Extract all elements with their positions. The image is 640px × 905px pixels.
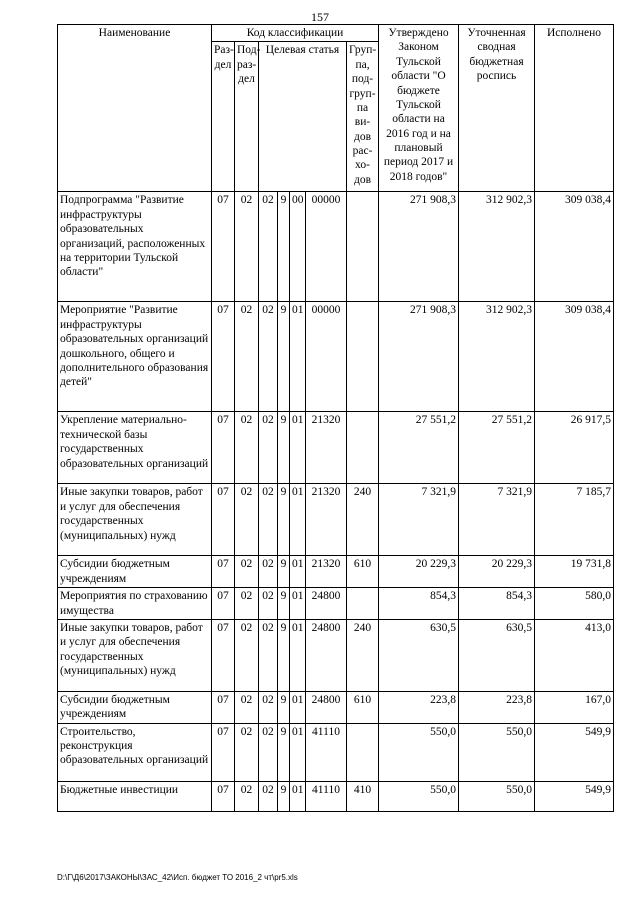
row-target-program: 02 <box>259 691 278 723</box>
header-name: Наименование <box>58 25 212 192</box>
table-row <box>58 619 614 691</box>
row-executed: 7 185,7 <box>535 484 614 556</box>
row-podrazdel: 02 <box>235 781 259 811</box>
row-target-event: 01 <box>290 619 306 691</box>
row-refined: 550,0 <box>459 781 535 811</box>
header-executed: Исполнено <box>535 25 614 192</box>
header-code-group: Код классификации <box>212 25 379 42</box>
row-approved: 27 551,2 <box>379 412 459 484</box>
row-target-subprogram: 9 <box>278 412 290 484</box>
row-refined: 630,5 <box>459 619 535 691</box>
row-executed: 167,0 <box>535 691 614 723</box>
row-razdel: 07 <box>212 723 235 781</box>
row-executed: 309 038,4 <box>535 302 614 412</box>
row-target-program: 02 <box>259 412 278 484</box>
row-target-subprogram: 9 <box>278 723 290 781</box>
row-target-program: 02 <box>259 192 278 302</box>
row-target-subprogram: 9 <box>278 302 290 412</box>
row-target-program: 02 <box>259 556 278 588</box>
row-target-direction: 24800 <box>306 619 347 691</box>
table-row <box>58 588 614 620</box>
row-podrazdel: 02 <box>235 619 259 691</box>
row-approved: 223,8 <box>379 691 459 723</box>
row-approved: 550,0 <box>379 723 459 781</box>
row-target-subprogram: 9 <box>278 192 290 302</box>
row-approved: 7 321,9 <box>379 484 459 556</box>
budget-table <box>57 24 614 812</box>
row-target-program: 02 <box>259 484 278 556</box>
row-approved: 271 908,3 <box>379 192 459 302</box>
row-refined: 854,3 <box>459 588 535 620</box>
header-razdel: Раз-дел <box>212 42 235 192</box>
row-razdel: 07 <box>212 484 235 556</box>
row-executed: 309 038,4 <box>535 192 614 302</box>
row-target-direction: 00000 <box>306 302 347 412</box>
row-target-event: 01 <box>290 556 306 588</box>
row-executed: 26 917,5 <box>535 412 614 484</box>
row-refined: 223,8 <box>459 691 535 723</box>
row-expense-group <box>347 302 379 412</box>
row-target-event: 01 <box>290 412 306 484</box>
table-row <box>58 781 614 811</box>
page-number: 157 <box>311 10 329 24</box>
row-target-event: 01 <box>290 691 306 723</box>
row-razdel: 07 <box>212 619 235 691</box>
row-executed: 549,9 <box>535 723 614 781</box>
row-expense-group: 240 <box>347 484 379 556</box>
row-expense-group <box>347 588 379 620</box>
row-approved: 271 908,3 <box>379 302 459 412</box>
row-refined: 312 902,3 <box>459 192 535 302</box>
row-podrazdel: 02 <box>235 556 259 588</box>
row-razdel: 07 <box>212 588 235 620</box>
row-approved: 20 229,3 <box>379 556 459 588</box>
row-target-direction: 24800 <box>306 691 347 723</box>
row-target-subprogram: 9 <box>278 556 290 588</box>
header-podrazdel: Под-раз-дел <box>235 42 259 192</box>
row-target-program: 02 <box>259 302 278 412</box>
row-podrazdel: 02 <box>235 723 259 781</box>
row-podrazdel: 02 <box>235 302 259 412</box>
row-expense-group <box>347 723 379 781</box>
row-target-direction: 21320 <box>306 412 347 484</box>
header-refined: Уточненная сводная бюджетная роспись <box>459 25 535 192</box>
table-row <box>58 412 614 484</box>
row-podrazdel: 02 <box>235 192 259 302</box>
table-row <box>58 556 614 588</box>
row-razdel: 07 <box>212 781 235 811</box>
row-podrazdel: 02 <box>235 412 259 484</box>
row-target-program: 02 <box>259 588 278 620</box>
row-name: Субсидии бюджетным учреждениям <box>58 691 212 723</box>
row-approved: 550,0 <box>379 781 459 811</box>
row-target-direction: 41110 <box>306 781 347 811</box>
row-target-program: 02 <box>259 723 278 781</box>
row-name: Подпрограмма "Развитие инфраструктуры образовательных организаций, расположенных на территории Тульской области" <box>58 192 212 302</box>
row-target-event: 01 <box>290 723 306 781</box>
row-executed: 580,0 <box>535 588 614 620</box>
row-razdel: 07 <box>212 192 235 302</box>
file-path-footer: D:\Г\Д6\2017\ЗАКОНЫ\ЗАС_42\Исп. бюджет ТО 2016_2 чт\pr5.xls <box>57 873 298 882</box>
row-target-event: 01 <box>290 588 306 620</box>
header-target-article: Целевая статья <box>259 42 347 192</box>
row-name: Бюджетные инвестиции <box>58 781 212 811</box>
row-refined: 20 229,3 <box>459 556 535 588</box>
row-approved: 854,3 <box>379 588 459 620</box>
row-expense-group <box>347 192 379 302</box>
row-target-direction: 00000 <box>306 192 347 302</box>
row-target-subprogram: 9 <box>278 484 290 556</box>
row-refined: 27 551,2 <box>459 412 535 484</box>
row-name: Строительство, реконструкция образовательных организаций <box>58 723 212 781</box>
row-refined: 550,0 <box>459 723 535 781</box>
row-refined: 312 902,3 <box>459 302 535 412</box>
row-name: Субсидии бюджетным учреждениям <box>58 556 212 588</box>
table-row <box>58 484 614 556</box>
row-expense-group: 240 <box>347 619 379 691</box>
row-target-subprogram: 9 <box>278 588 290 620</box>
row-target-event: 01 <box>290 484 306 556</box>
row-name: Иные закупки товаров, работ и услуг для обеспечения государственных (муниципальных) нужд <box>58 619 212 691</box>
row-target-direction: 21320 <box>306 484 347 556</box>
row-target-program: 02 <box>259 781 278 811</box>
row-target-event: 00 <box>290 192 306 302</box>
row-executed: 19 731,8 <box>535 556 614 588</box>
row-target-direction: 24800 <box>306 588 347 620</box>
row-target-program: 02 <box>259 619 278 691</box>
row-podrazdel: 02 <box>235 588 259 620</box>
row-name: Мероприятия по страхованию имущества <box>58 588 212 620</box>
row-executed: 413,0 <box>535 619 614 691</box>
row-target-subprogram: 9 <box>278 619 290 691</box>
row-target-event: 01 <box>290 302 306 412</box>
row-name: Укрепление материально-технической базы государственных образовательных организаций <box>58 412 212 484</box>
row-target-subprogram: 9 <box>278 691 290 723</box>
row-podrazdel: 02 <box>235 484 259 556</box>
row-target-event: 01 <box>290 781 306 811</box>
row-podrazdel: 02 <box>235 691 259 723</box>
row-target-direction: 21320 <box>306 556 347 588</box>
row-approved: 630,5 <box>379 619 459 691</box>
row-razdel: 07 <box>212 556 235 588</box>
row-expense-group: 410 <box>347 781 379 811</box>
row-expense-group <box>347 412 379 484</box>
table-row <box>58 302 614 412</box>
row-executed: 549,9 <box>535 781 614 811</box>
row-razdel: 07 <box>212 412 235 484</box>
row-razdel: 07 <box>212 691 235 723</box>
row-target-direction: 41110 <box>306 723 347 781</box>
row-expense-group: 610 <box>347 691 379 723</box>
row-name: Мероприятие "Развитие инфраструктуры образовательных организаций дошкольного, общего и дополнительного образования детей" <box>58 302 212 412</box>
row-razdel: 07 <box>212 302 235 412</box>
row-expense-group: 610 <box>347 556 379 588</box>
header-approved: Утверждено Законом Тульской области "О бюджете Тульской области на 2016 год и на плановый период 2017 и 2018 годов" <box>379 25 459 192</box>
header-expense-group: Груп-па, под-груп-па ви-дов рас-хо-дов <box>347 42 379 192</box>
row-name: Иные закупки товаров, работ и услуг для обеспечения государственных (муниципальных) нужд <box>58 484 212 556</box>
table-row <box>58 723 614 781</box>
row-target-subprogram: 9 <box>278 781 290 811</box>
table-row <box>58 192 614 302</box>
row-refined: 7 321,9 <box>459 484 535 556</box>
table-row <box>58 691 614 723</box>
